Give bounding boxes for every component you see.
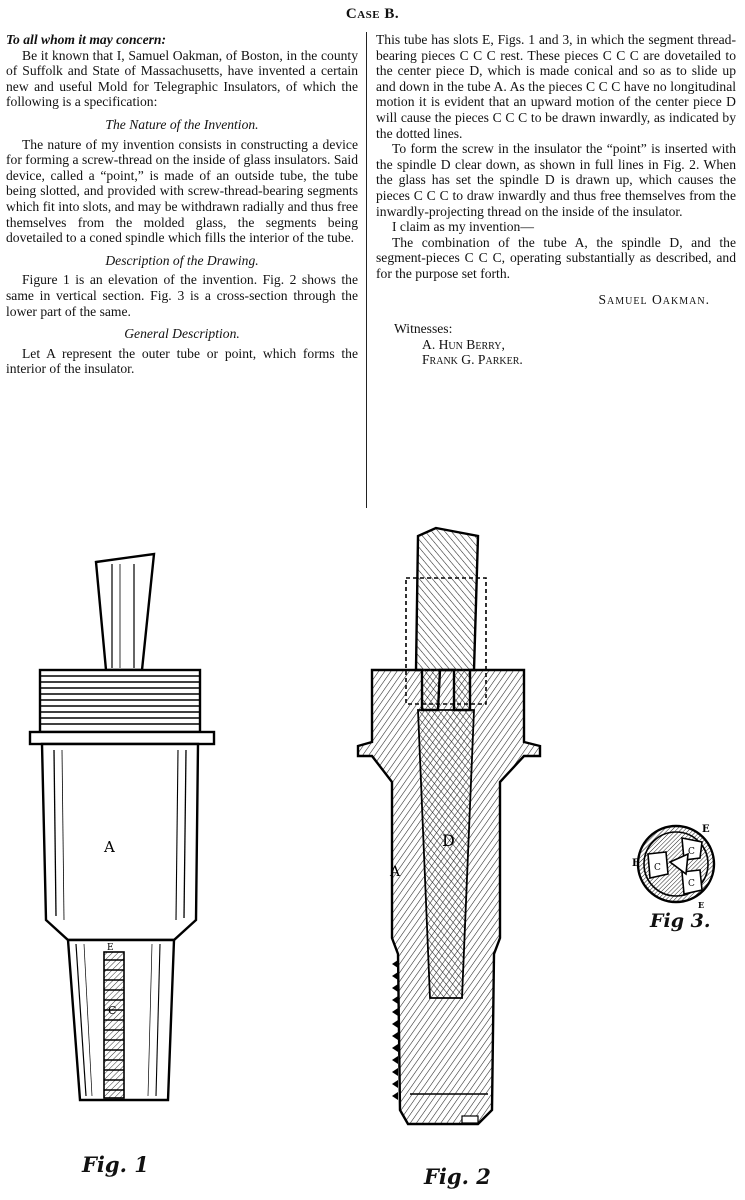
fig2-label-a: A [390,864,401,880]
fig3-label-c-top: C [688,847,695,857]
general-paragraph: Let A represent the outer tube or point, which forms the interior of the insulator. [6,345,358,377]
slot-thread-segment [104,952,124,1098]
figure-1-drawing [10,540,230,1140]
intro-paragraph: Be it known that I, Samuel Oakman, of Boston, in the county of Suffolk and State of Massachusetts, have invented a certain new and useful Mold for Telegraphic Insulators, of which the following is a specification: [6,47,358,110]
figure-2-drawing [350,520,550,1140]
fig3-label-e-top: E [702,824,710,835]
fig2-label-d: D [442,831,455,850]
figure-3-caption: Fig 3. [650,910,711,932]
general-heading: General Description. [124,326,240,342]
nature-heading: The Nature of the Invention. [105,116,259,132]
threaded-head [40,670,200,732]
case-heading: Case B. [345,6,400,22]
fig3-label-c-left: C [654,863,661,873]
witness-2: Frank G. Parker. [422,352,523,368]
witness-1: A. Hun Berry, [422,336,505,352]
claim-paragraph: The combination of the tube A, the spindle D, and the segment-pieces C C C, operating substantially as described, and for the purpose set forth. [376,234,736,281]
figure-3-drawing [626,812,726,912]
column-divider [366,32,367,508]
fig1-label-e: E [107,943,114,953]
fig1-label-a: A [104,838,115,856]
fig3-label-e-left: E [632,858,640,869]
witnesses-label: Witnesses: [394,321,453,337]
outer-thread-teeth [392,960,398,1100]
claim-intro: I claim as my invention— [392,219,534,235]
figure-1-caption: Fig. 1 [82,1152,149,1177]
left-column [6,32,358,377]
drawing-paragraph: Figure 1 is an elevation of the invention. Fig. 2 shows the same in vertical section. Fig. 3 is a cross-section through the lower part of the same. [6,272,358,319]
fig1-label-c: C [108,1004,117,1017]
screw-paragraph: To form the screw in the insulator the “point” is inserted with the spindle D clear down, as shown in full lines in Fig. 2. When the glass has set the spindle D is drawn up, which causes the pieces C C C to draw inwardly and thus free themselves from the inwardly-projecting thread on the inside of the insulator. [376,141,736,219]
figure-2-caption: Fig. 2 [424,1164,491,1189]
nature-paragraph: The nature of my invention consists in constructing a device for forming a screw-thread on the inside of glass insulators. Said device, called a “point,” is made of an outside tube, the tube being slotted, and provided with screw-thread-bearing segments which fit into slots, and may be withdrawn radially and thus free themselves from the molded glass, the segments being dovetailed to a coned spindle which fills the interior of the tube. [6,136,358,246]
spindle-rod [96,554,154,670]
fig3-label-e-bottom: E [698,900,705,910]
fig3-label-c-bottom: C [688,879,695,889]
right-column [376,32,736,368]
inventor-signature: Samuel Oakman. [598,291,710,307]
drawing-heading: Description of the Drawing. [105,252,259,268]
salutation: To all whom it may concern: [6,32,166,47]
collar-flange [30,732,214,744]
tube-paragraph: This tube has slots E, Figs. 1 and 3, in which the segment thread-bearing pieces C C C rest. These pieces C C C are dovetailed to the center piece D, which is made conical and so as to slide up and down in the tube A. As the pieces C C C have no longitudinal motion it is evident that an upward motion of the center piece D will cause the pieces C C C to be drawn inwardly, as indicated by the dotted lines. [376,32,736,141]
